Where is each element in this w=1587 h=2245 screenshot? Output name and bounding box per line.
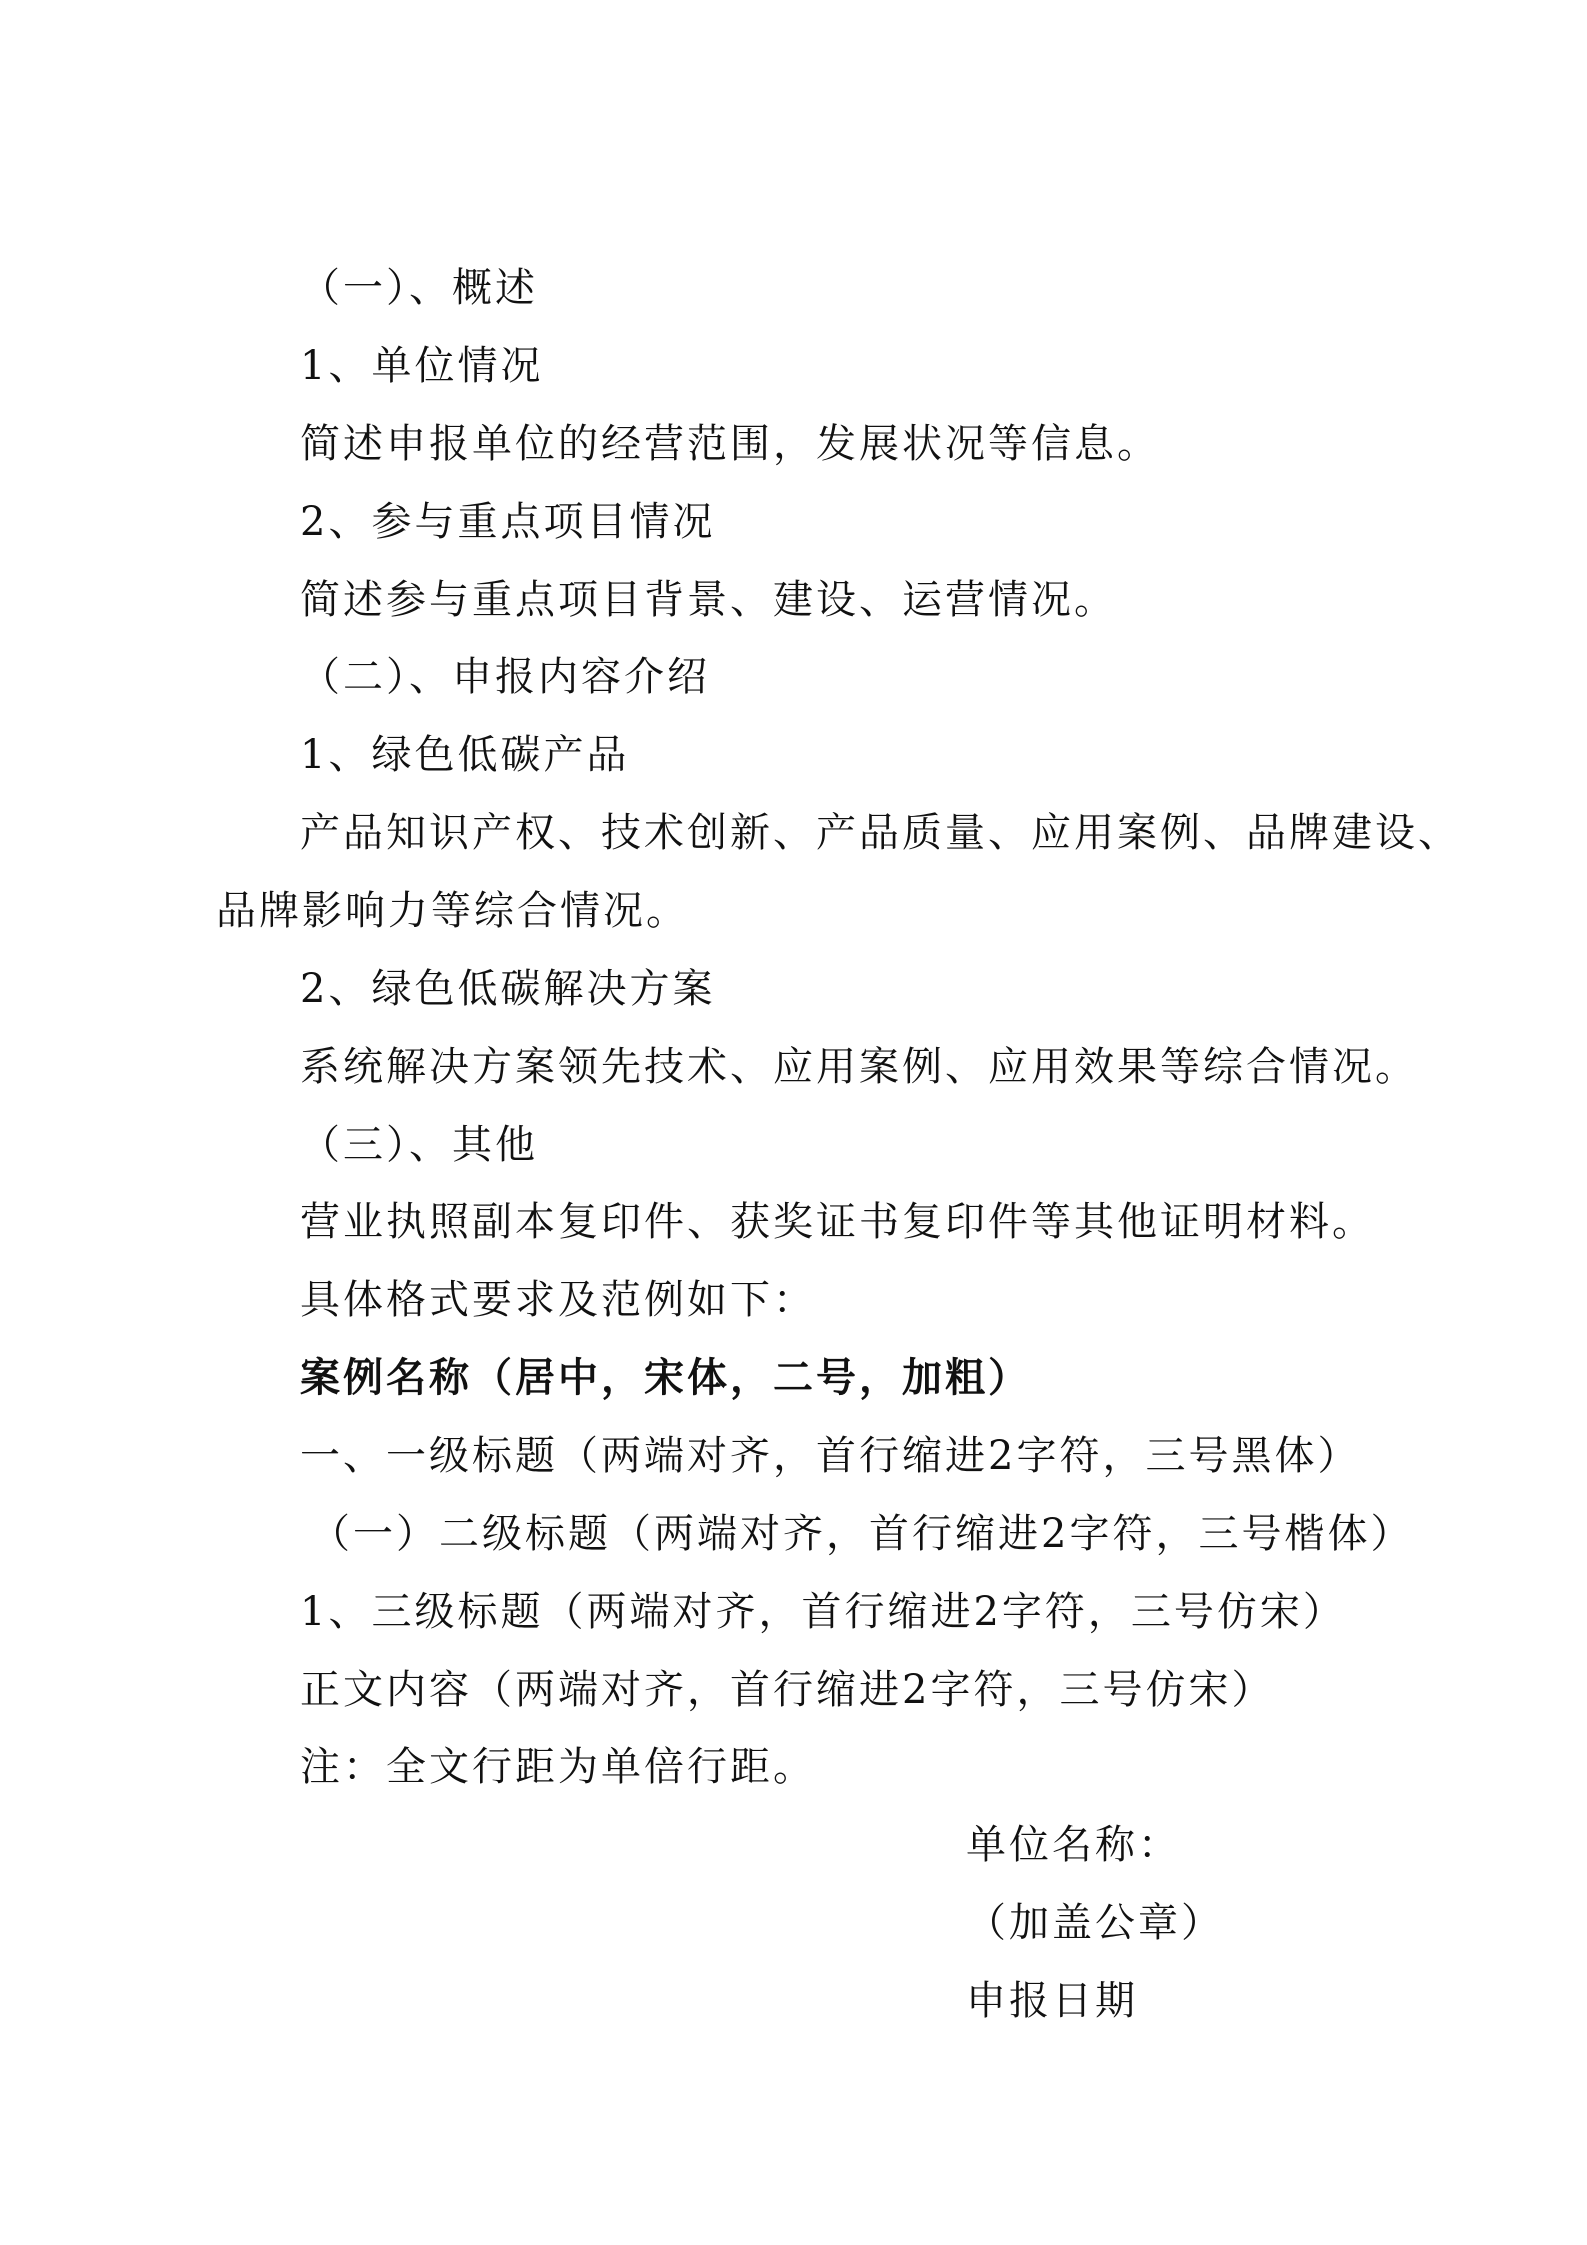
subheading-key-projects: 2、参与重点项目情况 — [300, 499, 716, 545]
signature-date: 申报日期 — [966, 1978, 1138, 2024]
format-body-text: 正文内容（两端对齐，首行缩进2字符，三号仿宋） — [300, 1667, 1275, 1713]
format-level2-heading: （一）二级标题（两端对齐，首行缩进2字符，三号楷体） — [310, 1511, 1414, 1557]
section-heading-overview: （一）、概述 — [300, 265, 538, 311]
subheading-unit-info: 1、单位情况 — [300, 343, 544, 389]
paragraph-green-solutions: 系统解决方案领先技术、应用案例、应用效果等综合情况。 — [300, 1044, 1418, 1090]
format-note: 注：全文行距为单倍行距。 — [300, 1744, 816, 1790]
paragraph-other: 营业执照副本复印件、获奖证书复印件等其他证明材料。 — [300, 1199, 1375, 1245]
subheading-green-products: 1、绿色低碳产品 — [300, 732, 630, 778]
format-level3-heading: 1、三级标题（两端对齐，首行缩进2字符，三号仿宋） — [300, 1589, 1346, 1635]
section-heading-other: （三）、其他 — [300, 1122, 538, 1168]
paragraph-unit-info: 简述申报单位的经营范围，发展状况等信息。 — [300, 421, 1160, 467]
paragraph-key-projects: 简述参与重点项目背景、建设、运营情况。 — [300, 577, 1117, 623]
format-level1-heading: 一、一级标题（两端对齐，首行缩进2字符，三号黑体） — [300, 1433, 1361, 1479]
paragraph-green-products-line2: 品牌影响力等综合情况。 — [216, 888, 689, 934]
paragraph-format-intro: 具体格式要求及范例如下： — [300, 1277, 816, 1323]
paragraph-green-products-line1: 产品知识产权、技术创新、产品质量、应用案例、品牌建设、 — [300, 810, 1461, 856]
subheading-green-solutions: 2、绿色低碳解决方案 — [300, 966, 716, 1012]
signature-unit-name: 单位名称： — [966, 1822, 1181, 1868]
section-heading-content: （二）、申报内容介绍 — [300, 654, 710, 700]
format-case-name: 案例名称（居中，宋体，二号，加粗） — [300, 1354, 1031, 1401]
signature-seal: （加盖公章） — [966, 1900, 1224, 1946]
